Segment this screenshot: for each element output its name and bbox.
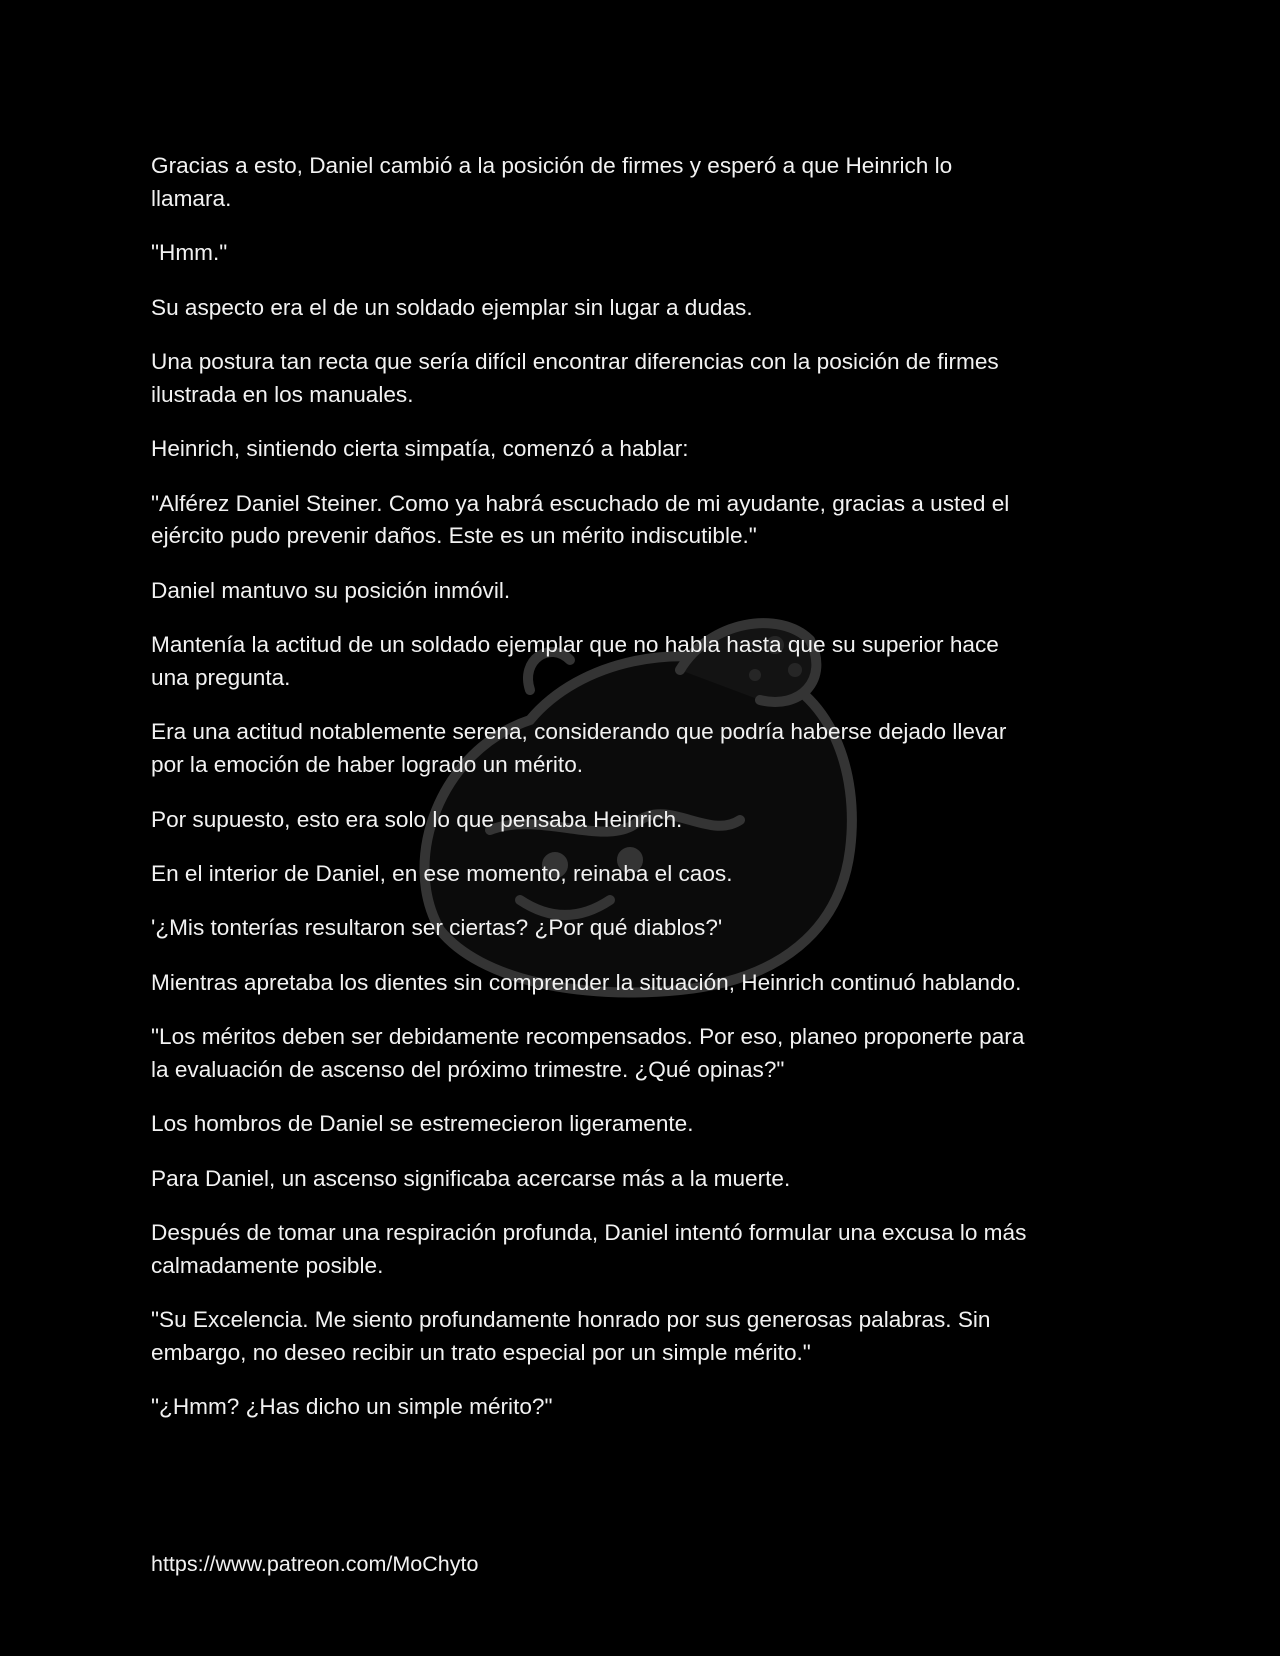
text-line: "Los méritos deben ser debidamente recompensados. Por eso, planeo proponerte para: [151, 1024, 1025, 1050]
text-line: "Hmm.": [151, 240, 228, 266]
text-line: embargo, no deseo recibir un trato especial por un simple mérito.": [151, 1340, 811, 1366]
paragraph: [151, 1021, 1151, 1087]
paragraph: [151, 858, 1151, 891]
paragraph: [151, 716, 1151, 782]
paragraph: [151, 912, 1151, 945]
paragraph: [151, 967, 1151, 1000]
text-line: "¿Hmm? ¿Has dicho un simple mérito?": [151, 1394, 553, 1420]
paragraph: [151, 433, 1151, 466]
text-line: por la emoción de haber logrado un mérito.: [151, 752, 584, 778]
paragraph: [151, 488, 1151, 554]
paragraph: [151, 1217, 1151, 1283]
text-line: Una postura tan recta que sería difícil encontrar diferencias con la posición de firmes: [151, 348, 999, 374]
paragraph: [151, 804, 1151, 837]
text-line: Gracias a esto, Daniel cambió a la posición de firmes y esperó a que Heinrich lo: [151, 153, 953, 178]
paragraph: [151, 629, 1151, 695]
text-line: Los hombros de Daniel se estremecieron ligeramente.: [151, 1111, 694, 1137]
text-line: ejército pudo prevenir daños. Este es un mérito indiscutible.": [151, 523, 757, 549]
paragraph: [151, 292, 1151, 325]
text-line: Su aspecto era el de un soldado ejemplar sin lugar a dudas.: [151, 294, 753, 320]
paragraph: [151, 237, 1151, 270]
text-line: "Alférez Daniel Steiner. Como ya habrá escuchado de mi ayudante, gracias a usted el: [151, 490, 1010, 516]
paragraph: [151, 1304, 1151, 1370]
chapter-text: [151, 150, 1151, 1446]
text-line: Mantenía la actitud de un soldado ejemplar que no habla hasta que su superior hace: [151, 632, 999, 658]
paragraph: [151, 346, 1151, 412]
text-line: Heinrich, sintiendo cierta simpatía, comenzó a hablar:: [151, 436, 689, 462]
text-line: "Su Excelencia. Me siento profundamente honrado por sus generosas palabras. Sin: [151, 1307, 991, 1333]
text-line: En el interior de Daniel, en ese momento, reinaba el caos.: [151, 860, 733, 886]
text-line: calmadamente posible.: [151, 1252, 384, 1278]
text-line: Por supuesto, esto era solo lo que pensaba Heinrich.: [151, 806, 683, 832]
text-line: ilustrada en los manuales.: [151, 381, 414, 407]
paragraph: [151, 1108, 1151, 1141]
paragraph: [151, 1163, 1151, 1196]
paragraph: [151, 1391, 1151, 1424]
text-line: llamara.: [151, 185, 232, 211]
text-line: Después de tomar una respiración profunda, Daniel intentó formular una excusa lo más: [151, 1220, 1027, 1246]
paragraph: [151, 150, 1151, 216]
paragraph: [151, 575, 1151, 608]
text-line: Para Daniel, un ascenso significaba acercarse más a la muerte.: [151, 1165, 791, 1191]
text-line: Mientras apretaba los dientes sin comprender la situación, Heinrich continuó hablando.: [151, 969, 1022, 995]
text-line: Era una actitud notablemente serena, considerando que podría haberse dejado llevar: [151, 719, 1007, 745]
text-line: '¿Mis tonterías resultaron ser ciertas? ¿Por qué diablos?': [151, 915, 723, 941]
text-line: la evaluación de ascenso del próximo trimestre. ¿Qué opinas?": [151, 1056, 785, 1082]
text-line: una pregunta.: [151, 664, 291, 690]
text-line: Daniel mantuvo su posición inmóvil.: [151, 577, 511, 603]
patreon-link[interactable]: https://www.patreon.com/MoChyto: [151, 1552, 479, 1576]
